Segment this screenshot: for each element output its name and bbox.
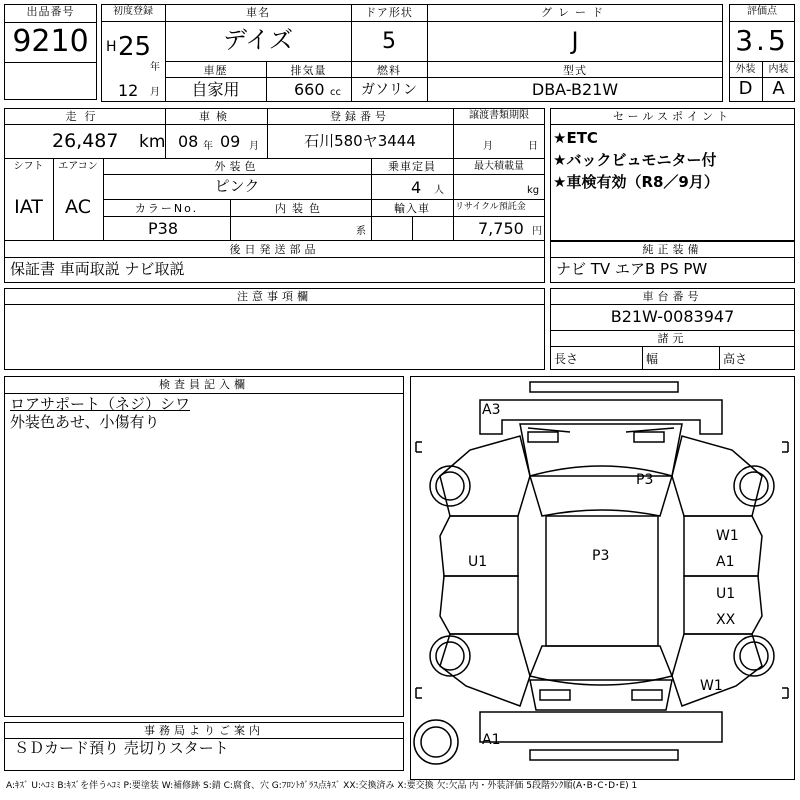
color-label: 外装色 [214,160,260,173]
office-value: ＳＤカード預り 売切りスタート [14,739,229,757]
mark-w1-lower: W1 [700,678,723,694]
score-label: 評価点 [747,6,777,17]
recycle-value: 7,750 [478,219,524,238]
shift-label: シフト [13,161,44,172]
mark-p3-center: P3 [592,548,610,564]
inspection-year-unit: 年 [203,141,213,152]
displacement-label: 排気量 [290,64,327,77]
load-label: 最大積載量 [474,161,524,172]
plate-label: 登録番号 [330,110,390,123]
mark-xx: XX [716,612,736,628]
year-unit: 年 [150,62,160,73]
ext-grade: D [738,78,753,99]
legend-text: A:ｷｽﾞ U:ﾍｺﾐ B:ｷｽﾞを伴うﾍｺﾐ P:要塗装 W:補修跡 S:錆 C:腐食、穴 G:ﾌﾛﾝﾄｶﾞﾗｽ点ｷｽﾞ XX:交換済み X:要交換 欠:欠品 内・外装評価 5段階ﾗﾝｸ順(A･B･C･D･E) 1 [6,781,638,791]
int-color-unit: 系 [356,226,366,237]
recycle-unit: 円 [532,226,542,237]
mark-u1-right: U1 [716,586,736,602]
inspection-month: 09 [220,132,241,151]
lot-number: 9210 [12,24,89,59]
mileage-label: 走行 [65,110,104,123]
width-label: 幅 [646,352,659,366]
sales-point-2: ★バックビュモニター付 [553,151,717,169]
inspection-month-unit: 月 [249,141,259,152]
door-count: 5 [382,29,396,54]
first-reg-month: 12 [118,81,139,100]
sales-point-3: ★車検有効（R8／9月） [553,173,719,191]
int-grade: A [772,78,785,99]
car-name: デイズ [222,26,294,54]
displacement-value: 660 [294,80,325,99]
capacity-value: 4 [411,178,422,197]
inspector-line-1: ロアサポート（ネジ）シワ [10,395,191,413]
mark-a1-rear: A1 [482,732,501,748]
load-unit: kg [527,185,540,196]
transfer-month-unit: 月 [483,141,493,152]
color-no-value: P38 [148,219,179,238]
grade-label: グレード [541,6,609,19]
later-parts-value: 保証書 車両取説 ナビ取説 [10,260,185,278]
dimensions-label: 諸元 [657,332,688,345]
grade-value: J [571,27,579,55]
height-label: 高さ [723,352,748,366]
int-grade-label: 内装 [768,64,789,75]
length-label: 長さ [554,352,579,366]
chassis-number: B21W-0083947 [610,307,735,326]
history-label: 車歴 [203,64,228,77]
mark-a3: A3 [482,402,501,418]
genuine-equipment-value: ナビ TV エアB PS PW [556,260,708,278]
inspector-line-2: 外装色あせ、小傷有り [10,413,160,431]
transfer-deadline-label: 譲渡書類期限 [469,110,529,121]
inspection-year: 08 [178,132,199,151]
history-value: 自家用 [191,80,240,99]
notes-label: 注意事項欄 [237,290,312,303]
lot-label: 出品番号 [26,5,75,18]
transfer-day-unit: 日 [528,141,538,152]
model-label: 型式 [563,64,587,77]
color-no-label: カラーNo. [134,202,199,215]
score-value: 3.5 [735,24,789,57]
capacity-unit: 人 [434,185,444,196]
mileage-value: 26,487 [52,130,119,152]
color-value: ピンク [214,177,260,195]
office-label: 事務局よりご案内 [144,724,264,737]
shift-value: IAT [14,196,43,218]
mileage-unit: km [139,132,166,152]
era-label: H [106,39,117,55]
displacement-unit: cc [330,87,341,98]
inspection-label: 車検 [199,110,233,123]
fuel-value: ガソリン [361,82,417,98]
model-value: DBA-B21W [531,80,619,99]
month-unit: 月 [150,87,160,98]
mark-a1-right: A1 [716,554,735,570]
later-parts-label: 後日発送部品 [229,243,320,256]
plate-value: 石川580ヤ3444 [304,132,416,150]
aircon-label: エアコン [58,161,98,172]
first-reg-label: 初度登録 [113,6,153,17]
import-label: 輸入車 [394,202,430,215]
fuel-label: 燃料 [377,64,401,77]
inspector-label: 検査員記入欄 [159,378,249,391]
ext-grade-label: 外装 [735,64,756,75]
mark-w1-upper: W1 [716,528,739,544]
int-color-label: 内装色 [275,202,326,215]
aircon-value: AC [65,196,91,218]
door-label: ドア形状 [365,6,413,19]
recycle-label: リサイクル預託金 [455,202,526,212]
sales-point-1: ★ETC [553,129,598,147]
sales-points-label: セールスポイント [612,110,732,123]
car-diagram [410,376,795,780]
car-name-label: 車名 [246,6,270,19]
mark-p3-top: P3 [636,472,654,488]
first-reg-year: 25 [118,32,152,62]
capacity-label: 乗車定員 [388,160,436,173]
genuine-equipment-label: 純正装備 [642,243,703,256]
mark-u1-left: U1 [468,554,488,570]
chassis-label: 車台番号 [642,290,703,303]
